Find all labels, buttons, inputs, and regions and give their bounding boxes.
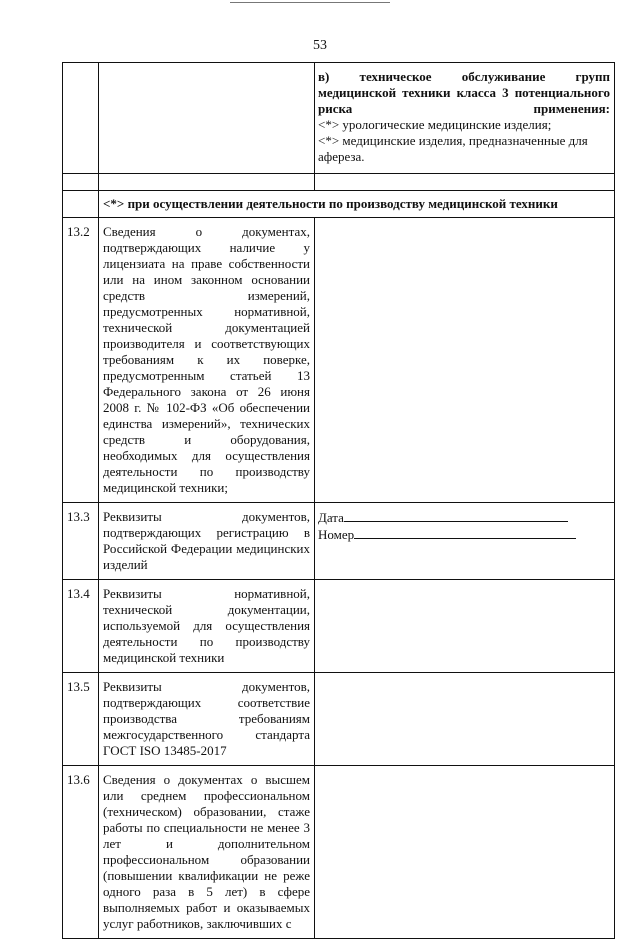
table-row: [63, 218, 615, 503]
spacer-cell-1: [63, 174, 99, 191]
table-row-section-note: [63, 191, 615, 218]
table-row-spacer: [63, 174, 615, 191]
row-number: 13.3: [63, 503, 99, 580]
row-response-cell[interactable]: [315, 218, 615, 503]
number-field[interactable]: [318, 526, 610, 543]
row-response-cell[interactable]: [315, 673, 615, 766]
maintenance-class-3-cell: [315, 63, 615, 174]
number-field-label: Номер: [318, 527, 355, 542]
section-note-number-cell: [63, 191, 99, 218]
date-field-line: [344, 509, 568, 522]
date-field[interactable]: [318, 509, 610, 526]
table-row: [63, 766, 615, 939]
table-row: [63, 673, 615, 766]
table-row-maintenance-class-3: [63, 63, 615, 174]
row-response-cell[interactable]: [315, 766, 615, 939]
registration-fields-cell: [315, 503, 615, 580]
row-number: 13.6: [63, 766, 99, 939]
number-field-line: [354, 526, 576, 539]
row-description: Реквизиты документов, подтверждающих соответствие производства требованиям межгосударственного стандарта ГОСТ ISO 13485-2017: [99, 673, 315, 766]
row-number: 13.4: [63, 580, 99, 673]
license-requirements-table: [62, 62, 615, 939]
maintenance-class-3-heading: в) техническое обслуживание групп медицинской техники класса 3 потенциального риска применения:: [318, 69, 610, 116]
table-row: [63, 503, 615, 580]
page-number: 53: [313, 38, 327, 53]
row-number: 13.5: [63, 673, 99, 766]
row-description: Реквизиты нормативной, технической документации, используемой для осуществления деятельности по производству медицинской техники: [99, 580, 315, 673]
scan-top-mark: [230, 2, 390, 3]
row-description: Сведения о документах, подтверждающих наличие у лицензиата на праве собственности или на ином законном основании средств измерений, предусмотренных нормативной, технической документацией производителя и соответствующих требованиям к их поверке, предусмотренным статьей 13 Федерального закона от 26 июня 2008 г. № 102-ФЗ «Об обеспечении единства измерений», технических средств и оборудования, необходимых для осуществления деятельности по производству медицинской техники;: [99, 218, 315, 503]
table-row: [63, 580, 615, 673]
row-number: 13.2: [63, 218, 99, 503]
spacer-cell-2: [99, 174, 315, 191]
spacer-cell-3: [315, 174, 615, 191]
row-description: Реквизиты документов, подтверждающих регистрацию в Российской Федерации медицинских изделий: [99, 503, 315, 580]
date-field-label: Дата: [318, 510, 344, 525]
row-description: Сведения о документах о высшем или среднем профессиональном (техническом) образовании, стаже работы по специальности не менее 3 лет и дополнительном профессиональном образовании (повышении квалификации не реже одного раза в 5 лет) в сфере выполняемых работ и оказываемых услуг работников, заключивших с: [99, 766, 315, 939]
row-number-cell-empty: [63, 63, 99, 174]
row-response-cell[interactable]: [315, 580, 615, 673]
maintenance-item-urology: <*> урологические медицинские изделия;: [318, 117, 552, 132]
row-description-cell-empty: [99, 63, 315, 174]
maintenance-item-apheresis: <*> медицинские изделия, предназначенные для афереза.: [318, 133, 588, 164]
section-note: <*> при осуществлении деятельности по производству медицинской техники: [99, 191, 615, 218]
